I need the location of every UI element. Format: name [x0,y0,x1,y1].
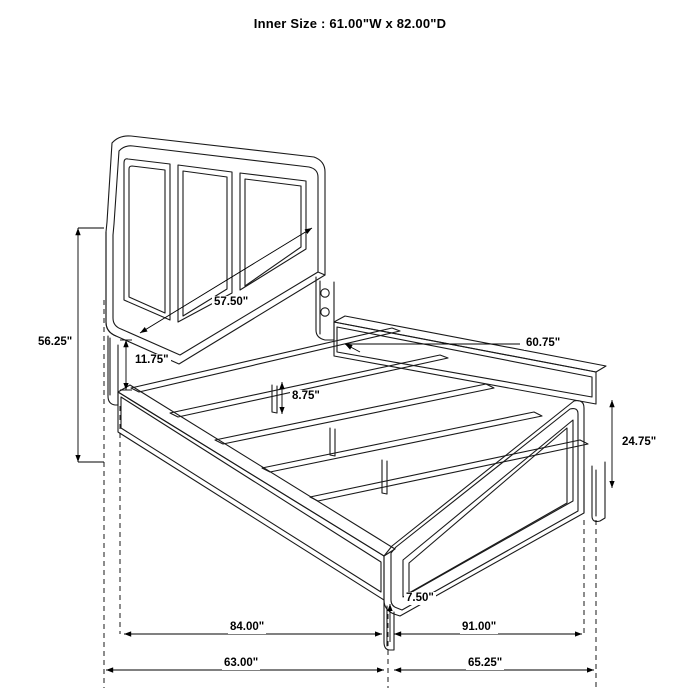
dim-slat-height-label: 8.75" [292,390,320,402]
dim-side-rail-length-label: 84.00" [230,621,265,633]
dim-footboard-height-label: 24.75" [622,436,657,448]
dim-overall-width-label: 65.25" [468,657,503,669]
dim-headboard-height-label: 56.25" [38,336,73,348]
dim-headboard-panel-width-label: 57.50" [214,296,249,308]
dim-headboard-lower-height-label: 11.75" [135,354,169,366]
dim-frame-inner-width-label: 60.75" [526,337,561,349]
dim-overall-length-label: 63.00" [224,657,259,669]
dim-footboard-width-label: 91.00" [462,621,497,633]
page-title: Inner Size : 61.00"W x 82.00"D [253,16,447,31]
dim-leg-height-label: 7.50" [406,592,434,604]
